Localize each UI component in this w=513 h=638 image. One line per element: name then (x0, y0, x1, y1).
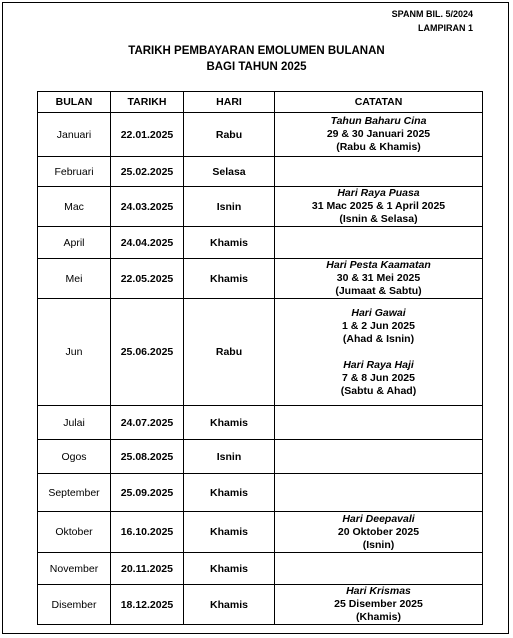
holiday-days: (Jumaat & Sabtu) (335, 285, 422, 297)
holiday-days: (Ahad & Isnin) (342, 332, 415, 345)
cell-tarikh: 16.10.2025 (111, 512, 184, 553)
table-row (38, 113, 483, 157)
header-catatan: CATATAN (275, 92, 483, 113)
cell-catatan (275, 259, 483, 299)
cell-catatan (275, 406, 483, 440)
payment-schedule-table (37, 91, 483, 625)
cell-bulan: Januari (38, 113, 111, 157)
cell-hari: Khamis (184, 406, 275, 440)
cell-hari: Khamis (184, 227, 275, 259)
table-row (38, 553, 483, 585)
cell-catatan (275, 299, 483, 406)
holiday-name: Hari Raya Haji (343, 358, 414, 371)
holiday-days: (Khamis) (356, 611, 401, 623)
cell-catatan (275, 512, 483, 553)
cell-tarikh: 24.07.2025 (111, 406, 184, 440)
holiday-dates: 7 & 8 Jun 2025 (342, 371, 415, 384)
table-row (38, 512, 483, 553)
cell-tarikh: 18.12.2025 (111, 585, 184, 625)
holiday-name: Tahun Baharu Cina (330, 115, 427, 127)
table-row (38, 299, 483, 406)
cell-bulan: Jun (38, 299, 111, 406)
holiday-name: Hari Krismas (346, 585, 411, 597)
table-header-row (38, 92, 483, 113)
cell-tarikh: 25.08.2025 (111, 440, 184, 474)
header-bulan: BULAN (38, 92, 111, 113)
holiday-dates: 20 Oktober 2025 (337, 525, 420, 538)
holiday-dates: 31 Mac 2025 & 1 April 2025 (311, 200, 446, 212)
title-line-1: TARIKH PEMBAYARAN EMOLUMEN BULANAN (128, 45, 385, 57)
cell-catatan (275, 585, 483, 625)
cell-bulan: Julai (38, 406, 111, 440)
cell-catatan (275, 227, 483, 259)
cell-bulan: Februari (38, 157, 111, 187)
holiday-dates: 29 & 30 Januari 2025 (326, 128, 431, 140)
cell-tarikh: 25.09.2025 (111, 474, 184, 512)
cell-tarikh: 24.04.2025 (111, 227, 184, 259)
cell-hari: Rabu (184, 113, 275, 157)
cell-hari: Isnin (184, 440, 275, 474)
cell-hari: Rabu (184, 299, 275, 406)
cell-tarikh: 25.02.2025 (111, 157, 184, 187)
cell-bulan: Disember (38, 585, 111, 625)
holiday-name: Hari Gawai (351, 306, 406, 319)
cell-catatan (275, 474, 483, 512)
table-row (38, 259, 483, 299)
holiday-name: Hari Raya Puasa (337, 187, 420, 199)
cell-hari: Selasa (184, 157, 275, 187)
cell-tarikh: 20.11.2025 (111, 553, 184, 585)
cell-hari: Khamis (184, 585, 275, 625)
holiday-dates: 25 Disember 2025 (334, 598, 423, 610)
cell-catatan (275, 187, 483, 227)
cell-bulan: Mei (38, 259, 111, 299)
cell-tarikh: 22.05.2025 (111, 259, 184, 299)
holiday-name: Hari Deepavali (342, 512, 415, 525)
header-hari: HARI (184, 92, 275, 113)
table-row (38, 474, 483, 512)
holiday-name: Hari Pesta Kaamatan (326, 259, 431, 271)
cell-catatan (275, 157, 483, 187)
table-row (38, 157, 483, 187)
table-row (38, 440, 483, 474)
table-row (38, 227, 483, 259)
cell-tarikh: 24.03.2025 (111, 187, 184, 227)
holiday-days: (Rabu & Khamis) (336, 141, 421, 153)
cell-bulan: September (38, 474, 111, 512)
holiday-dates: 30 & 31 Mei 2025 (336, 272, 421, 284)
title-line-2: BAGI TAHUN 2025 (206, 61, 307, 73)
cell-bulan: November (38, 553, 111, 585)
cell-bulan: Mac (38, 187, 111, 227)
cell-tarikh: 25.06.2025 (111, 299, 184, 406)
table-row (38, 585, 483, 625)
holiday-dates: 1 & 2 Jun 2025 (342, 319, 415, 332)
cell-bulan: April (38, 227, 111, 259)
cell-hari: Khamis (184, 474, 275, 512)
cell-bulan: Oktober (38, 512, 111, 553)
cell-hari: Khamis (184, 553, 275, 585)
cell-hari: Isnin (184, 187, 275, 227)
cell-hari: Khamis (184, 259, 275, 299)
document-reference (392, 7, 473, 35)
header-tarikh: TARIKH (111, 92, 184, 113)
table-row (38, 406, 483, 440)
reference-number: SPANM BIL. 5/2024 (391, 9, 473, 19)
cell-catatan (275, 553, 483, 585)
cell-catatan (275, 440, 483, 474)
holiday-days: (Sabtu & Ahad) (340, 384, 417, 397)
cell-bulan: Ogos (38, 440, 111, 474)
cell-hari: Khamis (184, 512, 275, 553)
document-title (0, 43, 513, 75)
holiday-days: (Isnin) (362, 538, 395, 551)
cell-tarikh: 22.01.2025 (111, 113, 184, 157)
table-row (38, 187, 483, 227)
attachment-label: LAMPIRAN 1 (417, 23, 473, 33)
holiday-days: (Isnin & Selasa) (339, 213, 418, 225)
cell-catatan (275, 113, 483, 157)
